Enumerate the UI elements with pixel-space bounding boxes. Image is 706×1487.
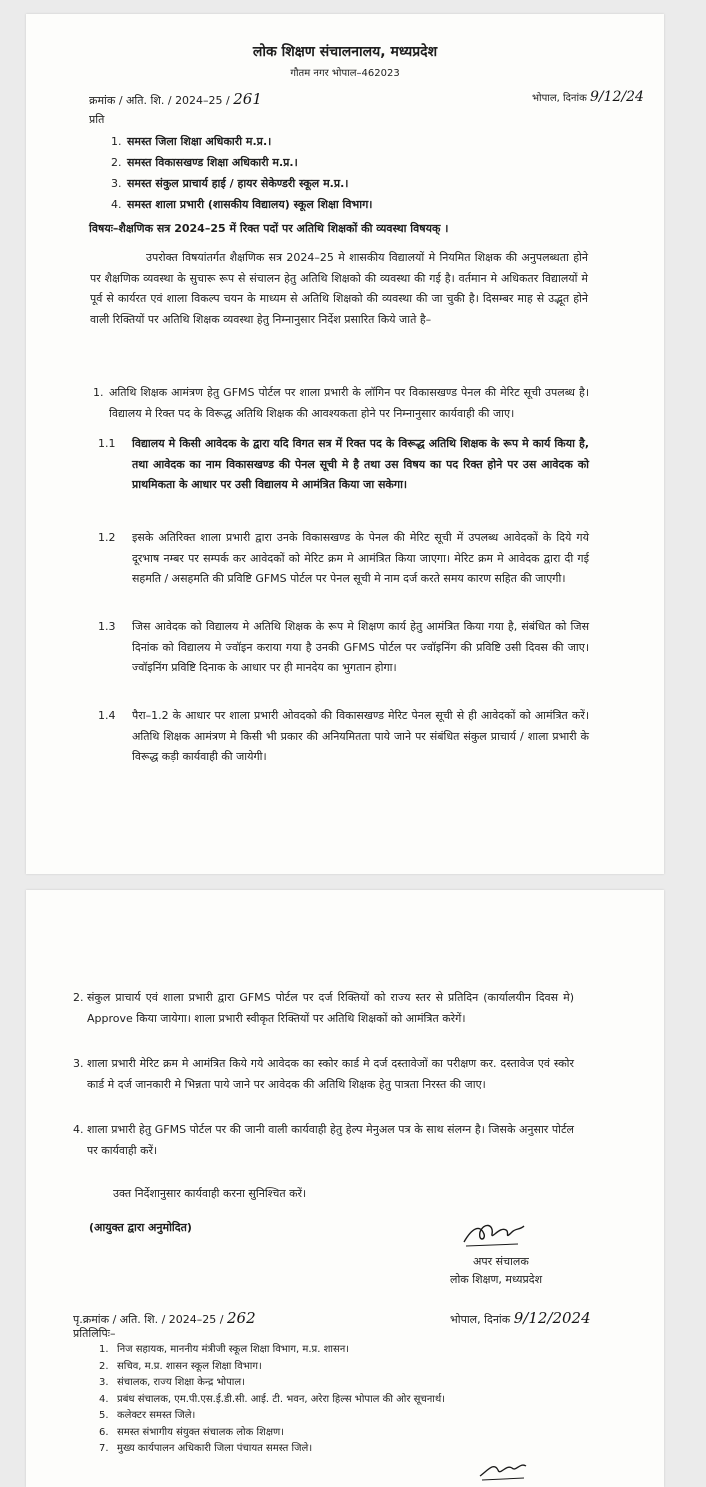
- reference-line: [89, 89, 262, 111]
- copy-date: 9/12/2024: [513, 1309, 591, 1327]
- instruction-number: 3.: [73, 1057, 84, 1070]
- signature-image: [458, 1218, 528, 1250]
- sub-point-number: 1.3: [98, 620, 116, 633]
- sub-point-text: पैरा–1.2 के आधार पर शाला प्रभारी ओवदको की विकासखण्ड मेरिट पेनल सूची से ही आवेदकों को आमंत्रित करें। अतिथि शिक्षक आमंत्रण मे किसी भी प्रकार की अनियमितता पाये जाने पर संबंधित संकुल प्राचार्य / शाला प्रभारी के विरूद्ध कड़ी कार्यवाही की जायेगी।: [132, 709, 589, 763]
- copy-number: 7.: [99, 1443, 109, 1454]
- copy-label: प्रतिलिपिः–: [73, 1327, 116, 1340]
- copy-item: मुख्य कार्यपालन अधिकारी जिला पंचायत समस्त जिले।: [117, 1443, 313, 1454]
- initials-image: [476, 1456, 536, 1484]
- recipient-item: समस्त विकासखण्ड शिक्षा अधिकारी म.प्र.।: [127, 156, 298, 169]
- reference-number: 261: [233, 90, 262, 108]
- recipient-number: 1.: [111, 135, 122, 148]
- recipient-number: 4.: [111, 198, 122, 211]
- sub-point-text: जिस आवेदक को विद्यालय मे अतिथि शिक्षक के रूप मे शिक्षण कार्य हेतु आमंत्रित किया गया है, संबंधित को जिस दिनांक को विद्यालय मे ज्वॉइन कराया गया है उनकी GFMS पोर्टल पर ज्वॉइनिंग की प्रविष्टि उसी दिवस की जाए। ज्वॉइनिंग प्रविष्टि दिनाक के आधार पर ही मानदेय का भुगतान होगा।: [132, 620, 589, 674]
- copy-item: संचालक, राज्य शिक्षा केन्द्र भोपाल।: [117, 1377, 245, 1388]
- copy-place-date-prefix: भोपाल, दिनांक: [450, 1313, 511, 1326]
- copy-item: प्रबंध संचालक, एम.पी.एस.ई.डी.सी. आई. टी. भवन, अरेरा हिल्स भोपाल की ओर सूचनार्थ।: [117, 1393, 446, 1405]
- instruction-text: शाला प्रभारी मेरिट क्रम मे आमंत्रित किये गये आवेदक का स्कोर कार्ड मे दर्ज दस्तावेजों का परीक्षण कर. दस्तावेज एवं स्कोर कार्ड मे दर्ज जानकारी मे भिन्नता पाये जाने पर आवेदक की अतिथि शिक्षक हेतु पात्रता निरस्त की जाए।: [87, 1057, 574, 1091]
- letter-page-1: [26, 14, 664, 874]
- recipient-item: समस्त संकुल प्राचार्य हाई / हायर सेकेण्डरी स्कूल म.प्र.।: [127, 177, 349, 190]
- recipient-number: 2.: [111, 156, 122, 169]
- copy-number: 1.: [99, 1344, 109, 1355]
- sub-point-number: 1.4: [98, 709, 116, 722]
- place-date-prefix: भोपाल, दिनांक: [532, 93, 587, 104]
- office-title: लोक शिक्षण संचालनालय, मध्यप्रदेश: [252, 44, 438, 60]
- to-label: प्रति: [89, 113, 105, 126]
- instruction-text: संकुल प्राचार्य एवं शाला प्रभारी द्वारा GFMS पोर्टल पर दर्ज रिक्तियों को राज्य स्तर से प्रतिदिन (कार्यालयीन दिवस मे) Approve किया जायेगा। शाला प्रभारी स्वीकृत रिक्तियों पर अतिथि शिक्षकों को आमंत्रित करेगें।: [87, 991, 574, 1025]
- copy-number: 6.: [99, 1426, 109, 1438]
- copy-item: समस्त संभागीय संयुक्त संचालक लोक शिक्षण।: [117, 1426, 285, 1438]
- point-1-text: अतिथि शिक्षक आमंत्रण हेतु GFMS पोर्टल पर शाला प्रभारी के लॉगिन पर विकासखण्ड पेनल की मेरिट सूची उपलब्ध है। विद्यालय मे रिक्त पद के विरूद्ध अतिथि शिक्षक की आवश्यकता होने पर निम्नानुसार कार्यवाही की जाए।: [109, 386, 589, 420]
- office-address: गौतम नगर भोपाल–462023: [290, 68, 400, 79]
- sub-point-text: विद्यालय मे किसी आवेदक के द्वारा यदि विगत सत्र में रिक्त पद के विरूद्ध अतिथि शिक्षक के रूप मे कार्य किया है, तथा आवेदक का नाम विकासखण्ड की पेनल सूची मे है तथा उस विषय का पद रिक्त होने पर उस आवेदक को प्राथमिकता के आधार पर उसी विद्यालय मे आमंत्रित किया जा सकेगा।: [132, 437, 589, 491]
- copy-item: सचिव, म.प्र. शासन स्कूल शिक्षा विभाग।: [117, 1360, 262, 1372]
- instruction-number: 4.: [73, 1123, 84, 1136]
- copy-number: 2.: [99, 1360, 109, 1372]
- instruction-text: शाला प्रभारी हेतु GFMS पोर्टल पर की जानी वाली कार्यवाही हेतु हेल्प मेनुअल पत्र के साथ संलग्न है। जिसके अनुसार पोर्टल पर कार्यवाही करें।: [87, 1123, 574, 1157]
- copy-number: 4.: [99, 1393, 109, 1405]
- signatory-office: लोक शिक्षण, मध्यप्रदेश: [450, 1273, 543, 1286]
- reference-prefix: क्रमांक / अति. शि. / 2024–25 /: [89, 94, 230, 107]
- recipient-number: 3.: [111, 177, 122, 190]
- subject-line: विषयः–शैक्षणिक सत्र 2024–25 में रिक्त पदों पर अतिथि शिक्षकों की व्यवस्था विषयक् ।: [89, 222, 449, 235]
- letter-page-2: [26, 890, 664, 1487]
- intro-paragraph: उपरोक्त विषयांतर्गत शैक्षणिक सत्र 2024–25 मे शासकीय विद्यालयों मे नियमित शिक्षक की अनुपलब्धता होने पर शैक्षणिक व्यवस्था के सुचारू रूप से संचालन हेतु अतिथि शिक्षको की व्यवस्था की गई है। वर्तमान मे अधिकतर विद्यालयों मे पूर्व से कार्यरत एवं शाला विकल्प चयन के माध्यम से अतिथि शिक्षको की व्यवस्था की जा चुकी है। दिसम्बर माह से उद्भूत होने वाली रिक्तियों पर अतिथि शिक्षक व्यवस्था हेतु निम्नानुसार निर्देश प्रसारित किये जाते है–: [90, 251, 588, 326]
- letter-date: 9/12/24: [589, 89, 644, 105]
- sub-point-text: इसके अतिरिक्त शाला प्रभारी द्वारा उनके विकासखण्ड के पेनल की मेरिट सूची में उपलब्ध आवेदकों के दिये गये दूरभाष नम्बर पर सम्पर्क कर आवेदकों को मेरिट क्रम मे आमंत्रित किया जाएगा। मेरिट क्रम मे आवेदक द्वारा दी गई सहमति / असहमति की प्रविष्टि GFMS पोर्टल पर पेनल सूची मे नाम दर्ज करते समय कारण सहित की जाएगी।: [132, 531, 589, 585]
- copy-reference-prefix: पृ.क्रमांक / अति. शि. / 2024–25 /: [73, 1313, 224, 1326]
- copy-item: कलेक्टर समस्त जिले।: [117, 1410, 196, 1421]
- copy-place-date-line: [450, 1308, 591, 1330]
- place-date-line: [532, 87, 644, 109]
- copy-number: 3.: [99, 1377, 109, 1388]
- recipient-item: समस्त शाला प्रभारी (शासकीय विद्यालय) स्कूल शिक्षा विभाग।: [127, 198, 373, 211]
- copy-number: 5.: [99, 1410, 109, 1421]
- instruction-number: 2.: [73, 991, 84, 1004]
- closing-line: उक्त निर्देशानुसार कार्यवाही करना सुनिश्चित करें।: [113, 1187, 307, 1200]
- approval-note: (आयुक्त द्वारा अनुमोदित): [89, 1221, 192, 1234]
- recipient-item: समस्त जिला शिक्षा अधिकारी म.प्र.।: [127, 135, 272, 148]
- copy-reference-number: 262: [227, 1309, 256, 1327]
- sub-point-number: 1.1: [98, 437, 116, 450]
- sub-point-number: 1.2: [98, 531, 116, 544]
- copy-item: निज सहायक, माननीय मंत्रीजी स्कूल शिक्षा विभाग, म.प्र. शासन।: [117, 1344, 350, 1355]
- point-number: 1.: [93, 386, 104, 399]
- signatory-title: अपर संचालक: [473, 1255, 529, 1268]
